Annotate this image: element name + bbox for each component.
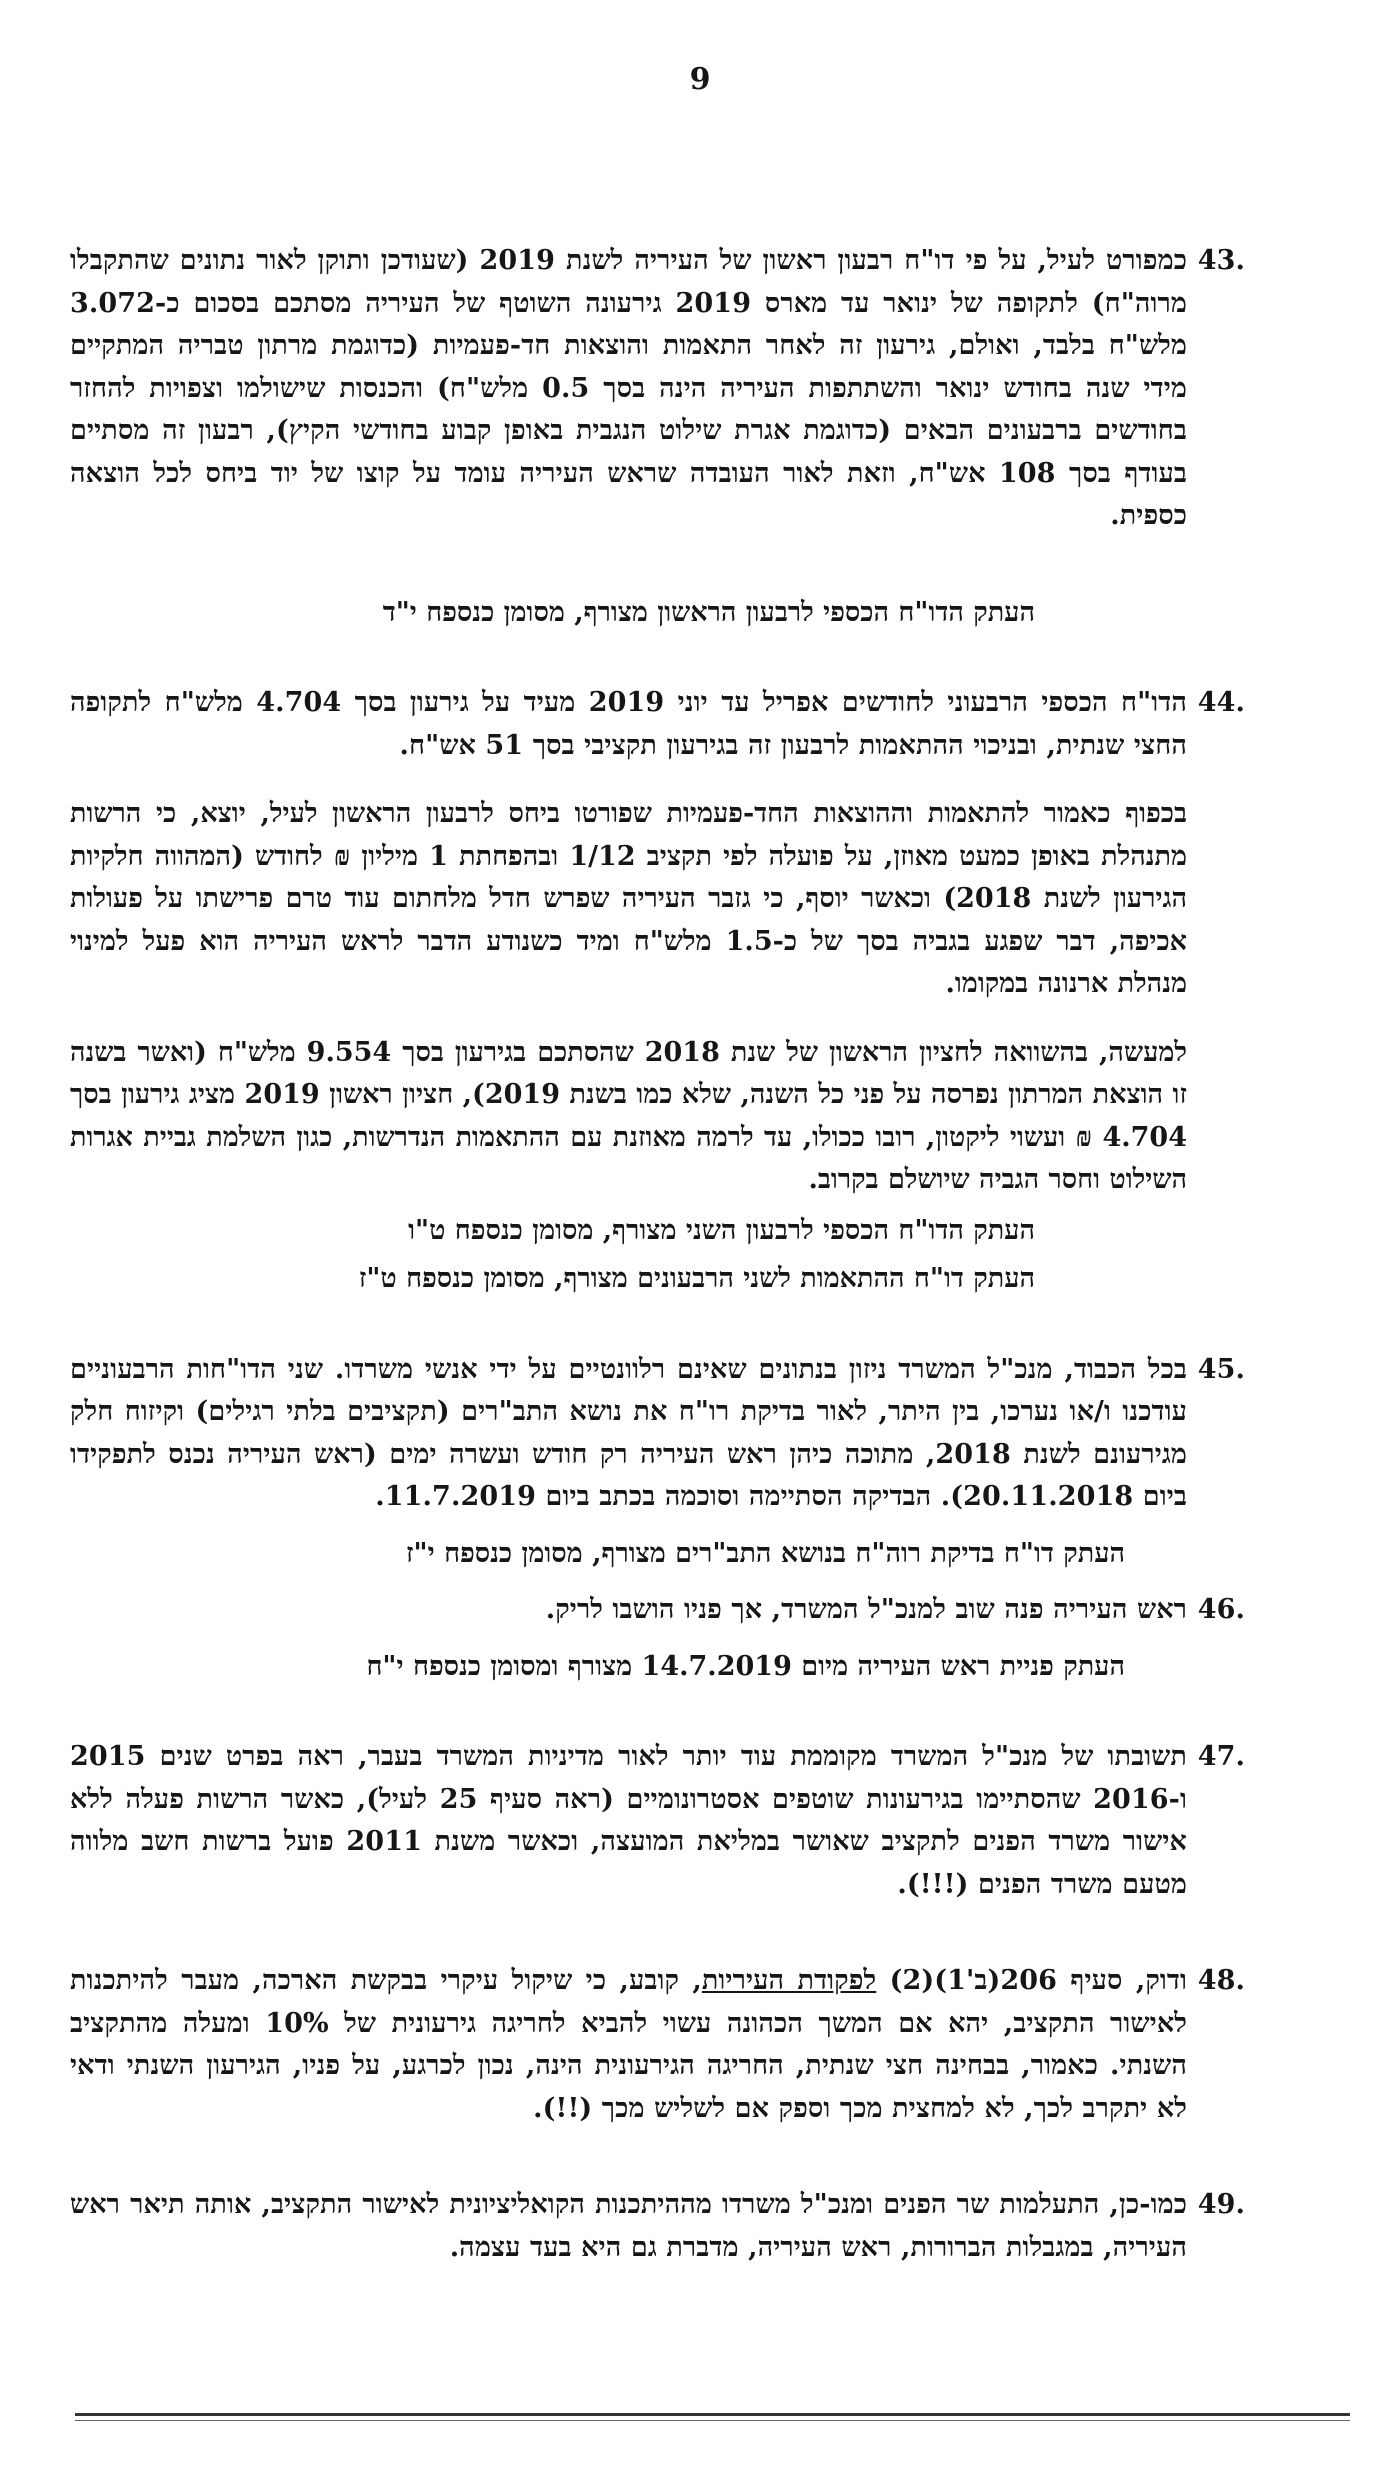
paragraph-number: .44 bbox=[1197, 687, 1245, 718]
paragraph-text-part-b: , קובע, כי שיקול עיקרי בבקשת הארכה, מעבר להיתכנות לאישור התקציב, יהא אם המשך הכהונה עשוי להביא לחריגה גירעונית של 10% ומעלה מהתקציב השנתי. כאמור, בבחינה חצי שנתית, החריגה הגירעונית הינה, נכון לכרגע, על פניו, הגירעון השנתי ודאי לא יתקרב לכך, לא למחצית מכך וספק אם לשליש מכך (!!). bbox=[70, 1965, 1187, 2124]
appendix-note-15: העתק הדו"ח הכספי לרבעון השני מצורף, מסומן כנספח ט"ו bbox=[408, 1214, 1035, 1246]
paragraph-text: ראש העיריה פנה שוב למנכ"ל המשרד, אך פניו הושבו לריק. bbox=[545, 1594, 1187, 1625]
paragraph-48 bbox=[70, 1960, 1245, 2130]
paragraph-49 bbox=[70, 2184, 1245, 2269]
paragraph-number: .47 bbox=[1197, 1741, 1245, 1772]
paragraph-number: .48 bbox=[1197, 1965, 1245, 1996]
paragraph-45 bbox=[70, 1349, 1245, 1519]
footer-divider bbox=[75, 2413, 1350, 2416]
paragraph-number: .46 bbox=[1197, 1594, 1245, 1625]
document-body bbox=[70, 240, 1245, 2323]
paragraph-text: הדו"ח הכספי הרבעוני לחודשים אפריל עד יוני 2019 מעיד על גירעון בסך 4.704 מלש"ח לתקופה החצי שנתית, ובניכוי ההתאמות לרבעון זה בגירעון תקציבי בסך 51 אש"ח. bbox=[70, 687, 1187, 761]
footer-divider-thin bbox=[75, 2420, 1350, 2421]
paragraph-text: בכל הכבוד, מנכ"ל המשרד ניזון בנתונים שאינם רלוונטיים על ידי אנשי משרדו. שני הדו"חות הרבעוניים עודכנו ו/או נערכו, בין היתר, לאור בדיקת רו"ח את נושא התב"רים (תקציבים בלתי רגילים) וקיזוח חלק מגירעונם לשנת 2018, מתוכה כיהן ראש העיריה רק חודש ועשרה ימים (ראש העיריה נכנס לתפקידו ביום 20.11.2018). הבדיקה הסתיימה וסוכמה בכתב ביום 11.7.2019. bbox=[70, 1353, 1187, 1512]
ordinance-name: לפקודת העיריות bbox=[701, 1965, 877, 1996]
paragraph-number: .43 bbox=[1197, 245, 1245, 276]
paragraph-47 bbox=[70, 1736, 1245, 1906]
appendix-note-16: העתק דו"ח ההתאמות לשני הרבעונים מצורף, מסומן כנספח ט"ז bbox=[358, 1263, 1035, 1294]
page-number: 9 bbox=[689, 62, 711, 97]
paragraph-44-continuation-2: למעשה, בהשוואה לחציון הראשון של שנת 2018 שהסתכם בגירעון בסך 9.554 מלש"ח (ואשר בשנה זו הוצאת המרתון נפרסה על פני כל השנה, שלא כמו בשנת 2019), חציון ראשון 2019 מציג גירעון בסך 4.704 ₪ ועשוי ליקטון, רובו ככולו, עד לרמה מאוזנת עם ההתאמות הנדרשות, כגון השלמת גביית אגרות השילוט וחסר הגביה שיושלם בקרוב. bbox=[70, 1036, 1187, 1195]
paragraph-44 bbox=[70, 682, 1245, 767]
paragraph-46 bbox=[70, 1589, 1245, 1632]
appendix-note-17: העתק דו"ח בדיקת רוה"ח בנושא התב"רים מצורף, מסומן כנספח י"ז bbox=[406, 1537, 1125, 1569]
paragraph-text: תשובתו של מנכ"ל המשרד מקוממת עוד יותר לאור מדיניות המשרד בעבר, ראה בפרט שנים 2015 ו-2016 שהסתיימו בגירעונות שוטפים אסטרונומיים (ראה סעיף 25 לעיל), כאשר הרשות פעלה ללא אישור משרד הפנים לתקציב שאושר במליאת המועצה, וכאשר משנת 2011 פועל ברשות חשב מלווה מטעם משרד הפנים (!!!). bbox=[70, 1741, 1187, 1900]
paragraph-text: כמו-כן, התעלמות שר הפנים ומנכ"ל משרדו מההיתכנות הקואליציונית לאישור התקציב, אותה תיאר ראש העיריה, במגבלות הברורות, ראש העיריה, מדברת גם היא בעד עצמה. bbox=[70, 2189, 1187, 2263]
appendix-note-18: העתק פניית ראש העיריה מיום 14.7.2019 מצורף ומסומן כנספח י"ח bbox=[366, 1650, 1125, 1682]
paragraph-text: כמפורט לעיל, על פי דו"ח רבעון ראשון של העיריה לשנת 2019 (שעודכן ותוקן לאור נתונים שהתקבלו מרוה"ח) לתקופה של ינואר עד מארס 2019 גירעונה השוטף של העיריה מסתכם בסכום כ-3.072 מלש"ח בלבד, ואולם, גירעון זה לאחר התאמות והוצאות חד-פעמיות (כדוגמת מרתון טבריה המתקיים מידי שנה בחודש ינואר והשתתפות העיריה הינה בסך 0.5 מלש"ח) והכנסות שישולמו וצפויות להחזר בחודשים ברבעונים הבאים (כדוגמת אגרת שילוט הנגבית באופן קבוע בחודשי הקיץ), רבעון זה מסתיים בעודף בסך 108 אש"ח, וזאת לאור העובדה שראש העיריה עומד על קוצו של יוד ביחס לכל הוצאה כספית. bbox=[70, 245, 1188, 531]
paragraph-43 bbox=[70, 240, 1245, 538]
paragraph-number: .49 bbox=[1197, 2189, 1245, 2220]
paragraph-number: .45 bbox=[1197, 1353, 1245, 1385]
paragraph-44-continuation-1: בכפוף כאמור להתאמות וההוצאות החד-פעמיות שפורטו ביחס לרבעון הראשון לעיל, יוצא, כי הרשות מתנהלת באופן כמעט מאוזן, על פועלה לפי תקציב 1/12 ובהפחתת 1 מיליון ₪ לחודש (המהווה חלקיות הגירעון לשנת 2018) וכאשר יוסף, כי גזבר העיריה שפרש חדל מלחתום עוד טרם פרישתו על פעולות אכיפה, דבר שפגע בגביה בסך של כ-1.5 מלש"ח ומיד כשנודע הדבר לראש העיריה הוא פעל למינוי מנהלת ארנונה במקומו. bbox=[70, 798, 1187, 999]
appendix-note-14: העתק הדו"ח הכספי לרבעון הראשון מצורף, מסומן כנספח י"ד bbox=[382, 596, 1035, 628]
paragraph-text-part-a: ודוק, סעיף 206(ב'1)(2) bbox=[876, 1965, 1187, 1996]
